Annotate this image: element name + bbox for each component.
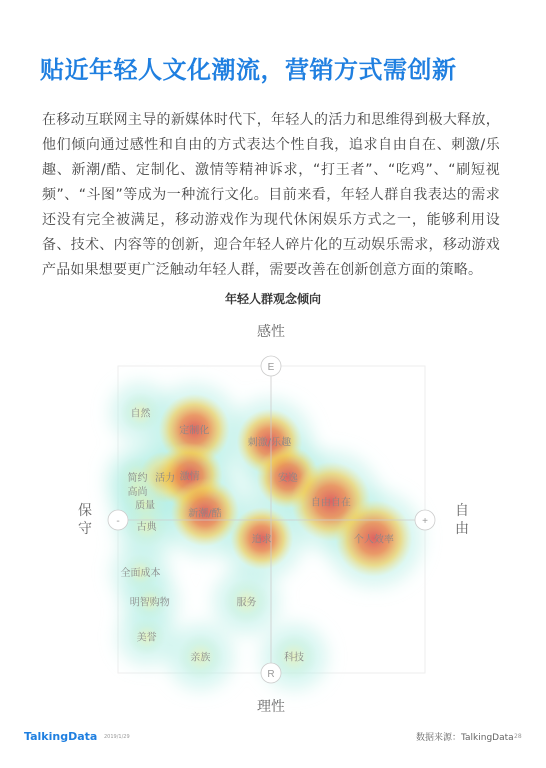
concept-label: 高尚 — [127, 486, 148, 498]
concept-label: 全面成本 — [120, 568, 161, 580]
axis-marker-left: - — [116, 516, 120, 527]
axis-label-top: 感性 — [257, 324, 285, 340]
footer-date: 2019/1/29 — [104, 734, 130, 740]
concept-label: 活力 — [155, 473, 176, 485]
body-paragraph: 在移动互联网主导的新媒体时代下，年轻人的活力和思维得到极大释放，他们倾向通过感性和自由的方式表达个性自我，追求自由自在、刺激/乐趣、新潮/酷、定制化、激情等精神诉求，“打王者”、“吃鸡”、“刷短视频”、“斗图”等成为一种流行文化。目前来看，年轻人群自我表达的需求还没有完全被满足，移动游戏作为现代休闲娱乐方式之一，能够利用设备、技术、内容等的创新，迎合年轻人碎片化的互动娱乐需求，移动游戏产品如果想要更广泛触动年轻人群，需要改善在创新创意方面的策略。 — [42, 112, 500, 278]
concept-label: 追求 — [251, 534, 272, 546]
concept-label: 个人效率 — [353, 534, 394, 546]
concept-label: 自然 — [130, 408, 151, 420]
concept-label: 明智购物 — [129, 597, 170, 609]
data-source-note: 数据来源：TalkingData — [416, 733, 514, 743]
concept-label: 科技 — [284, 652, 305, 664]
concept-label: 定制化 — [179, 425, 210, 437]
concept-label: 亲族 — [190, 652, 211, 664]
talkingdata-logo: TalkingData — [24, 730, 98, 743]
axis-label-left: 保守 — [78, 503, 92, 537]
concept-label: 服务 — [236, 597, 257, 609]
concept-label: 古典 — [136, 522, 157, 534]
page-number: 28 — [514, 733, 522, 740]
axis-label-right: 自由 — [455, 503, 469, 537]
page-title: 贴近年轻人文化潮流，营销方式需创新 — [40, 56, 457, 84]
concept-label: 简约 — [127, 473, 148, 485]
chart-title: 年轻人群观念倾向 — [224, 292, 321, 306]
concept-label: 安逸 — [277, 473, 298, 485]
concept-label: 刺激/乐趣 — [247, 437, 292, 449]
axis-marker-bottom: R — [267, 669, 275, 680]
axis-marker-right: + — [422, 516, 428, 527]
concept-label: 新潮/酷 — [188, 508, 222, 520]
concept-label: 激情 — [179, 471, 200, 483]
concept-label: 美誉 — [136, 632, 157, 644]
concept-label: 质量 — [135, 500, 156, 512]
axis-marker-top: E — [267, 362, 275, 373]
axis-label-bottom: 理性 — [257, 699, 285, 715]
concept-label: 自由自在 — [310, 497, 351, 509]
